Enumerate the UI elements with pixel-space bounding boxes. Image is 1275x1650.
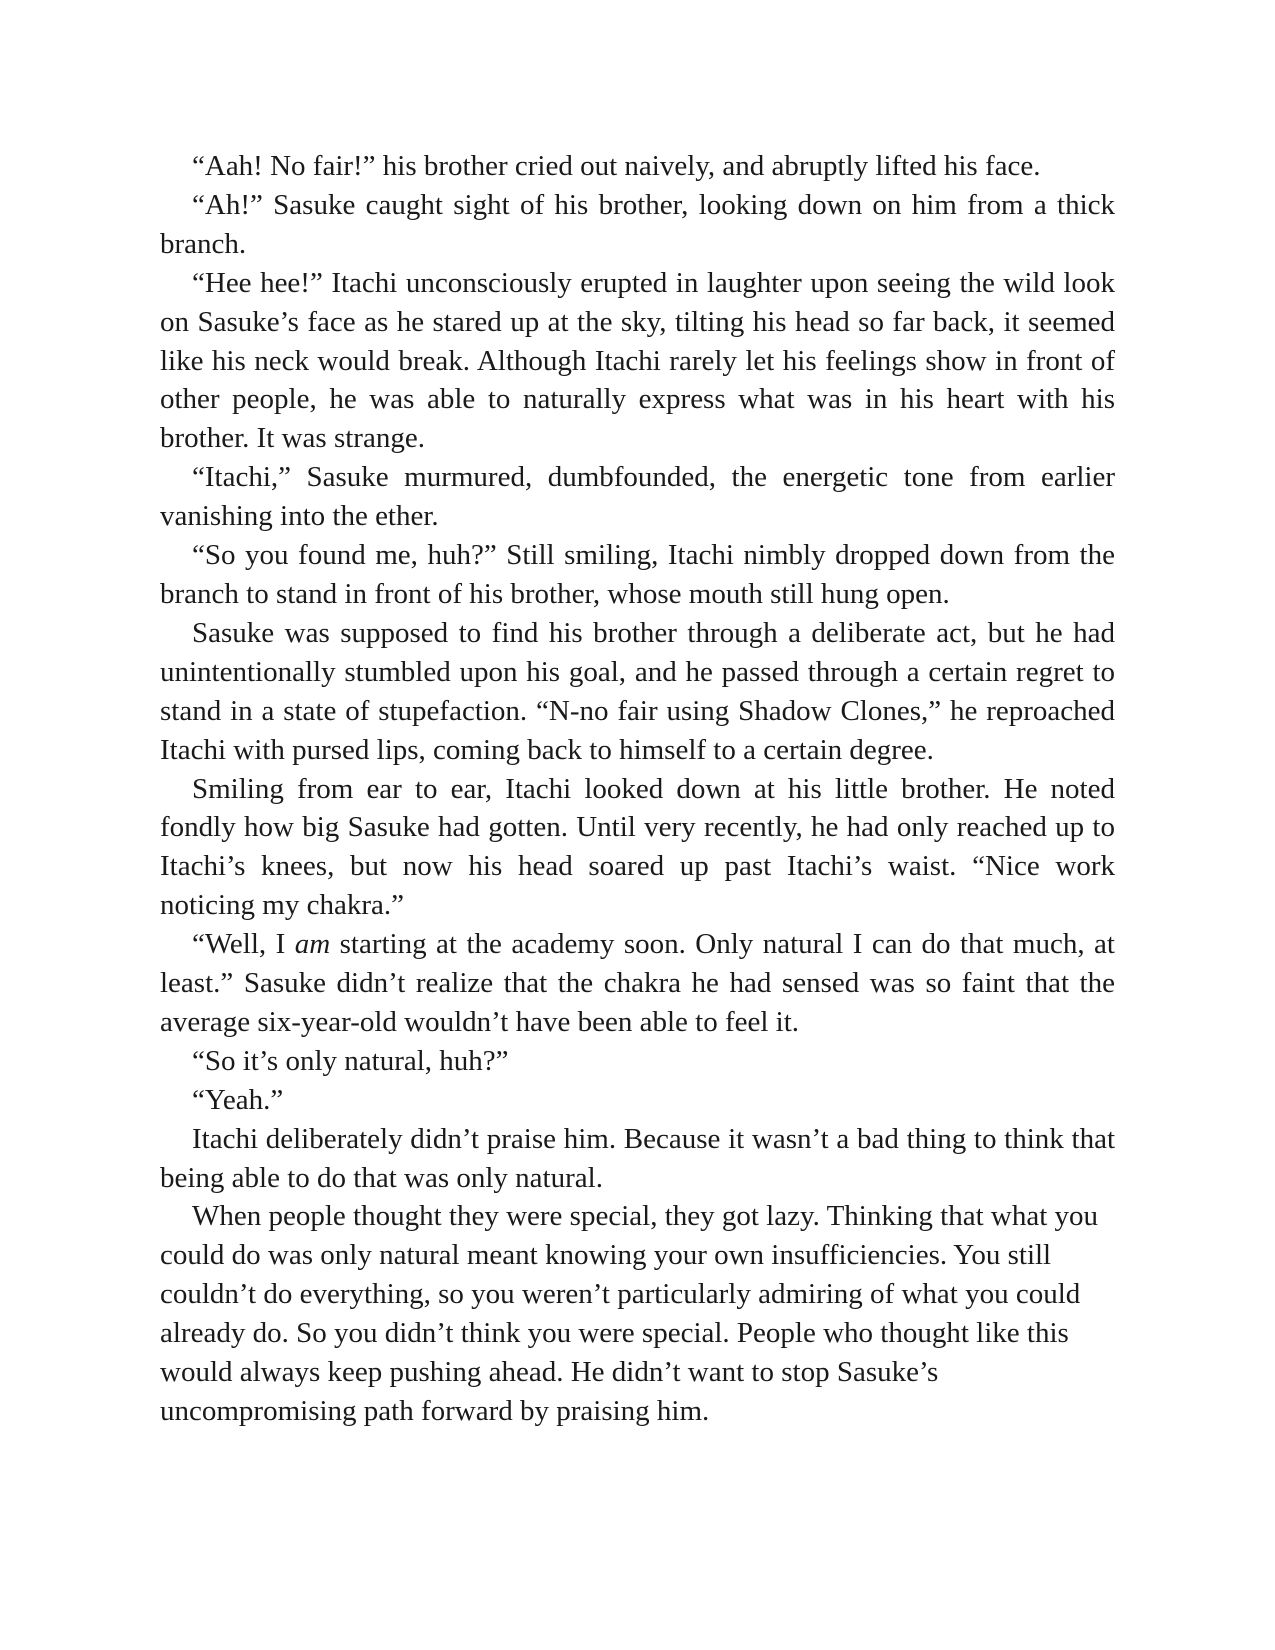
paragraph: Itachi deliberately didn’t praise him. Because it wasn’t a bad thing to think that being able to do that was only natural. [160, 1122, 1115, 1194]
paragraph: Smiling from ear to ear, Itachi looked down at his little brother. He noted fondly how big Sasuke had gotten. Until very recently, he had only reached up to Itachi’s knees, but now his head soared up past Itachi’s waist. “Nice work noticing my chakra.” [160, 772, 1115, 922]
paragraph: “So you found me, huh?” Still smiling, Itachi nimbly dropped down from the branch to stand in front of his brother, whose mouth still hung open. [160, 539, 1115, 610]
paragraph: “Yeah.” [192, 1083, 284, 1116]
paragraph: “Ah!” Sasuke caught sight of his brother, looking down on him from a thick branch. [160, 188, 1115, 260]
paragraph: When people thought they were special, they got lazy. Thinking that what you could do was only natural meant knowing your own insufficiencies. You still couldn’t do everything, so you weren’t particularly admiring of what you could already do. So you didn’t think you were special. People who thought like this would always keep pushing ahead. He didn’t want to stop Sasuke’s uncompromising path forward by praising him. [160, 1200, 1099, 1427]
paragraph: “Itachi,” Sasuke murmured, dumbfounded, the energetic tone from earlier vanishing into the ether. [160, 461, 1115, 533]
body-text [160, 147, 1115, 1431]
paragraph: “Hee hee!” Itachi unconsciously erupted in laughter upon seeing the wild look on Sasuke’s face as he stared up at the sky, tilting his head so far back, it seemed like his neck would break. Although Itachi rarely let his feelings show in front of other people, he was able to naturally express what was in his heart with his brother. It was strange. [160, 266, 1115, 455]
paragraph-text-start: “Well, I [192, 928, 295, 961]
paragraph-text-end: starting at the academy soon. Only natural I can do that much, at least.” Sasuke didn’t realize that the chakra he had sensed was so faint that the average six-year-old wouldn’t have been able to feel it. [160, 928, 1115, 1038]
paragraph: “So it’s only natural, huh?” [192, 1044, 509, 1077]
emphasis: am [294, 928, 331, 961]
paragraph [160, 925, 1115, 1042]
paragraph: Sasuke was supposed to find his brother through a deliberate act, but he had unintentionally stumbled upon his goal, and he passed through a certain regret to stand in a state of stupefaction. “N-no fair using Shadow Clones,” he reproached Itachi with pursed lips, coming back to himself to a certain degree. [160, 616, 1115, 766]
paragraph: “Aah! No fair!” his brother cried out naively, and abruptly lifted his face. [192, 150, 1041, 182]
